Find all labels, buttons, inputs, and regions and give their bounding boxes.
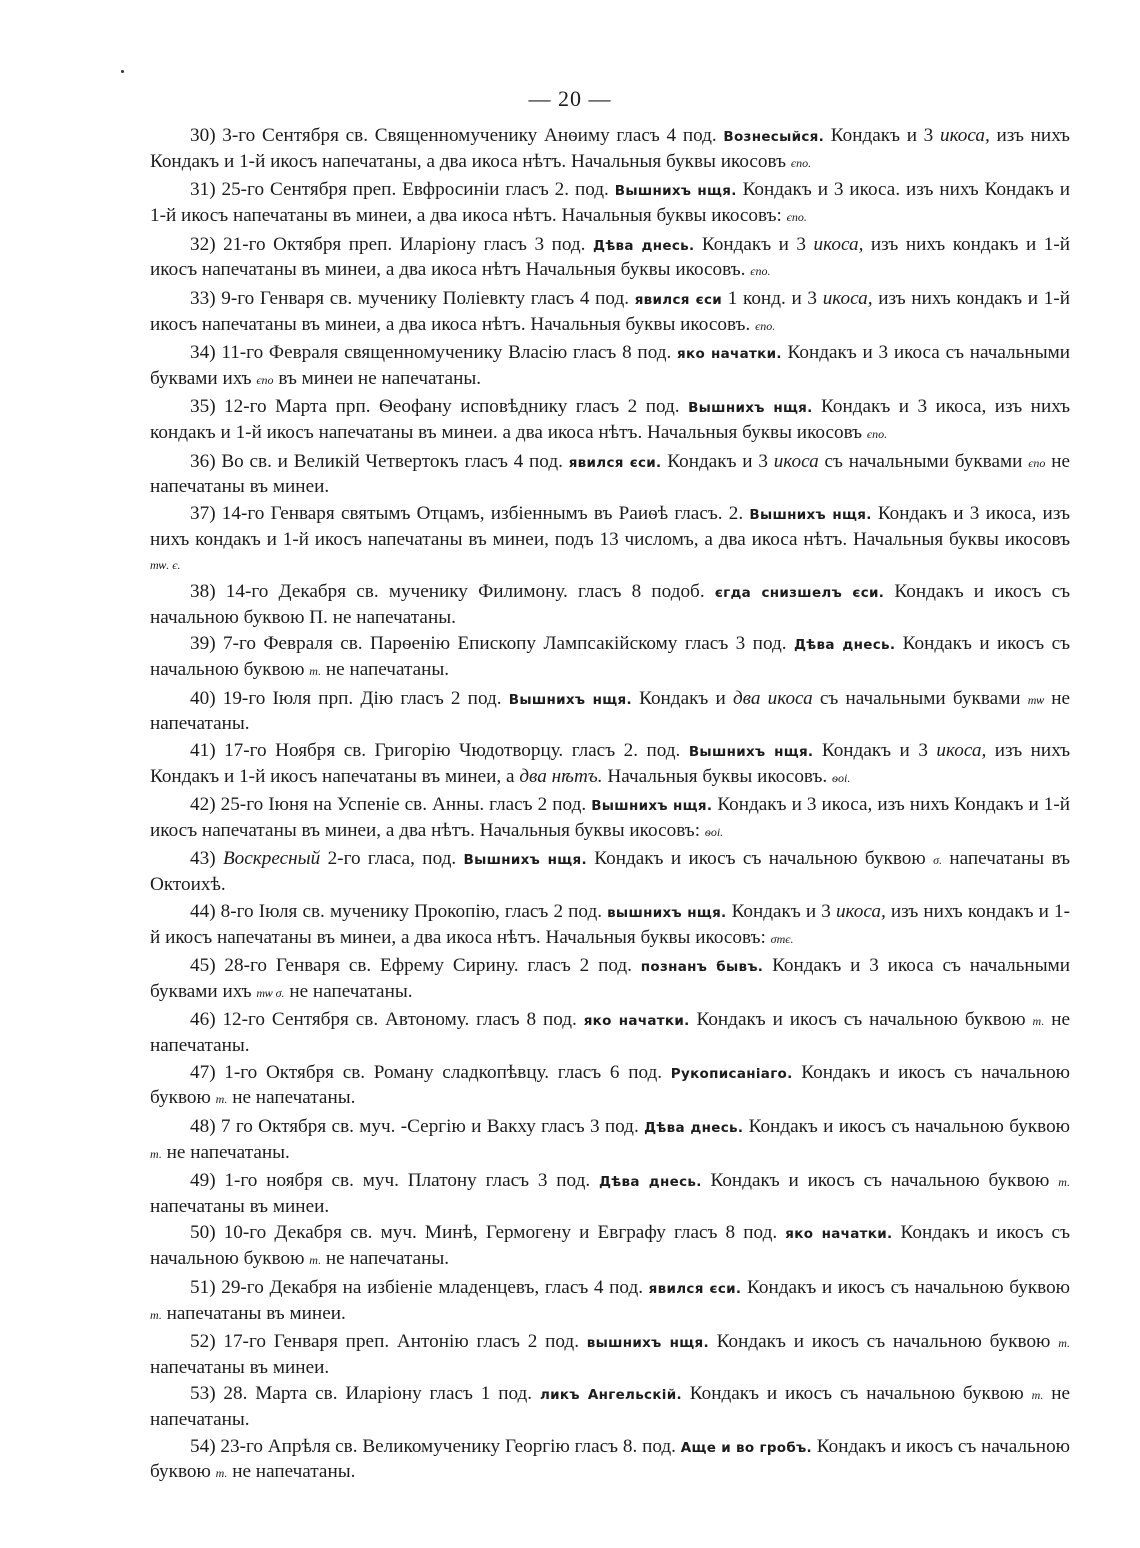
church-slavonic-incipit: вышнихъ нщя. <box>586 1334 709 1351</box>
entry-paragraph <box>150 395 1070 447</box>
entry-text: Кондакъ и икосъ съ начальною буквою <box>708 1330 1059 1352</box>
church-slavonic-incipit: Вышнихъ нщя. <box>749 506 872 523</box>
entry-text: 31) 25-го Сентября преп. Евфросиніи гласъ 2. под. <box>190 179 615 201</box>
entry-text: 37) 14-го Генваря святымъ Отцамъ, избіеннымъ въ Раиѳѣ гласъ. 2. <box>190 502 750 524</box>
entry-paragraph <box>150 580 1070 630</box>
entry-text: Кондакъ и 3 <box>694 233 814 255</box>
church-slavonic-incipit: Дѣва днесь. <box>644 1119 744 1136</box>
entry-text: 42) 25-го Іюня на Успеніе св. Анны. гласъ 2 под. <box>190 794 592 816</box>
entry-paragraph <box>150 847 1070 897</box>
entry-text: 32) 21-го Октября преп. Иларіону гласъ 3 под. <box>190 233 593 255</box>
italic-text: икоса, <box>835 900 886 922</box>
italic-text: два икоса <box>732 687 813 709</box>
entry-text: Кондакъ и икосъ съ начальною буквою <box>150 1222 1070 1270</box>
entry-text: Кондакъ и икосъ съ начальною буквою <box>150 1435 1070 1483</box>
initial-letters: єпо. <box>790 155 812 170</box>
entry-text: Кондакъ и 3 икоса, изъ нихъ кондакъ и 1-й икосъ напечатаны въ минеи, подъ 13 числомъ, а два икоса нѣтъ. Начальныя буквы икосовъ <box>150 502 1070 550</box>
entry-text: съ начальными буквами <box>812 687 1028 709</box>
entry-text: 30) 3-го Сентября св. Священномученику Анѳиму гласъ 4 под. <box>190 125 724 146</box>
entry-text: 38) 14-го Декабря св. мученику Филимону. гласъ 8 подоб. <box>190 581 715 603</box>
entry-text: 53) 28. Марта св. Иларіону гласъ 1 под. <box>190 1383 540 1405</box>
entry-text: 51) 29-го Декабря на избіеніе младенцевъ, гласъ 4 под. <box>190 1276 649 1298</box>
entry-text: 36) Во св. и Великій Четвертокъ гласъ 4 под. <box>190 450 569 472</box>
entry-text: не напечатаны. <box>227 1461 356 1483</box>
entry-text: 2-го гласа, под. <box>320 848 464 870</box>
entry-text: Кондакъ и 3 <box>661 450 774 472</box>
entry-paragraph <box>150 1382 1070 1432</box>
church-slavonic-incipit: явился єси. <box>648 1280 742 1297</box>
entry-text: изъ нихъ Кондакъ и 1-й икосъ напечатаны въ минеи, а <box>150 739 1070 787</box>
church-slavonic-incipit: познанъ бывъ. <box>640 959 764 976</box>
church-slavonic-incipit: Дѣва днесь. <box>593 237 695 254</box>
entry-text: 44) 8-го Іюля св. мученику Прокопію, гласъ 2 под. <box>190 900 608 922</box>
entry-text: 45) 28-го Генваря св. Ефрему Сирину. гласъ 2 под. <box>190 955 641 977</box>
initial-letters: єпо. <box>755 318 776 333</box>
initial-letters: єпо. <box>786 210 807 225</box>
church-slavonic-incipit: яко начатки. <box>677 346 782 363</box>
entry-text: не напечатаны. <box>321 1248 450 1270</box>
church-slavonic-incipit: Вознесыйся. <box>723 129 825 145</box>
entry-paragraph <box>150 1169 1070 1219</box>
church-slavonic-incipit: Дѣва днесь. <box>598 1174 702 1191</box>
initial-letters: єпо <box>256 372 274 387</box>
entry-text: Кондакъ и 3 икоса съ начальными буквами ихъ <box>150 955 1070 1002</box>
church-slavonic-incipit: вышнихъ нщя. <box>607 904 727 921</box>
entry-text: изъ нихъ кондакъ и 1-й икосъ напечатаны въ минеи, а два икоса нѣтъ. Начальныя буквы икосовъ. <box>150 287 1070 335</box>
initial-letters: σтє. <box>770 931 794 946</box>
entry-text: 35) 12-го Марта прп. Ѳеофану исповѣднику гласъ 2 под. <box>190 396 689 418</box>
entry-paragraph <box>150 900 1070 952</box>
entry-text: Кондакъ и 3 <box>824 125 940 146</box>
entry-text: Кондакъ и икосъ съ начальною буквою <box>741 1276 1070 1298</box>
entry-paragraph <box>150 1115 1070 1167</box>
church-slavonic-incipit: яко начатки. <box>583 1013 690 1030</box>
entry-paragraph <box>150 687 1070 737</box>
entry-paragraph <box>150 632 1070 684</box>
entry-text: 47) 1-го Октября св. Роману сладкопѣвцу. гласъ 6 под. <box>190 1061 671 1083</box>
initial-letters: ѳоі. <box>832 770 851 785</box>
entry-text: не напечатаны. <box>150 687 1071 735</box>
entry-text: Кондакъ и икосъ съ начальною буквою <box>689 1009 1033 1031</box>
entry-text: не напечатаны. <box>284 980 413 1002</box>
entry-text: не напечатаны. <box>161 1141 290 1163</box>
entry-text: 33) 9-го Генваря св. мученику Поліевкту гласъ 4 под. <box>190 287 635 309</box>
initial-letters: т. <box>1058 1175 1071 1190</box>
entry-text: Кондакъ и <box>631 687 733 709</box>
entry-text: 49) 1-го ноября св. муч. Платону гласъ 3 под. <box>190 1170 599 1192</box>
entry-text: изъ нихъ Кондакъ и 1-й икосъ напечатаны, а два икоса нѣтъ. Начальныя буквы икосовъ <box>150 125 1070 172</box>
entry-text: не напечатаны. <box>227 1087 356 1109</box>
entry-text: Кондакъ и 3 <box>813 739 937 761</box>
initial-letters: ѳоі. <box>704 824 724 839</box>
initial-letters: єпо. <box>866 427 888 442</box>
entry-text: Кондакъ и икосъ съ начальною буквою П. не напечатаны. <box>150 581 1071 628</box>
ink-speck <box>121 70 124 73</box>
initial-letters: т. <box>309 664 322 679</box>
entry-text: Кондакъ и икосъ съ начальною буквою <box>586 848 934 870</box>
italic-text: Воскресный <box>222 848 321 870</box>
entry-text: Кондакъ и икосъ съ начальною буквою <box>150 633 1071 681</box>
entry-paragraph <box>150 1330 1070 1380</box>
italic-text: два нѣтъ. <box>519 765 603 787</box>
church-slavonic-incipit: Вышнихъ нщя. <box>614 183 737 200</box>
entry-text: 52) 17-го Генваря преп. Антонію гласъ 2 под. <box>190 1330 587 1352</box>
entry-text: Кондакъ и икосъ съ начальною буквою <box>701 1170 1059 1192</box>
entry-text: Кондакъ и 3 <box>726 900 836 922</box>
church-slavonic-incipit: яко начатки. <box>785 1226 893 1243</box>
entry-paragraph <box>150 287 1070 339</box>
entry-text: напечатаны въ Октоихѣ. <box>150 848 1071 896</box>
entry-paragraph <box>150 739 1070 791</box>
initial-letters: т. <box>150 1146 162 1161</box>
entry-text: 1 конд. и 3 <box>722 287 823 309</box>
entry-text: 46) 12-го Сентября св. Автоному. гласъ 8 под. <box>190 1009 584 1031</box>
entry-text: 54) 23-го Апрѣля св. Великомученику Георгію гласъ 8. под. <box>190 1435 681 1457</box>
entry-text: Кондакъ и 3 икоса, изъ нихъ кондакъ и 1-й икосъ напечатаны въ минеи. а два икоса нѣтъ. Начальныя буквы икосовъ <box>150 396 1070 444</box>
initial-letters: тѡ. є. <box>150 557 181 572</box>
page-number: — 20 — <box>528 86 612 111</box>
entry-text: напечатаны въ минеи. <box>150 1195 330 1217</box>
church-slavonic-incipit: Вышнихъ нщя. <box>508 691 632 708</box>
entry-text: съ начальными буквами <box>818 450 1029 472</box>
entry-text: не напечатаны. <box>321 659 450 681</box>
church-slavonic-incipit: Вышнихъ нщя. <box>688 400 813 417</box>
entry-text: изъ нихъ кондакъ и 1-й икосъ напечатаны въ минеи, а два икоса нѣтъ. Начальныя буквы икосовъ: <box>150 900 1070 948</box>
entry-paragraph <box>150 233 1070 285</box>
entry-text: Кондакъ и икосъ съ начальною буквою <box>681 1383 1032 1405</box>
church-slavonic-incipit: явился єси <box>634 291 723 308</box>
entry-text: Кондакъ и икосъ съ начальною буквою <box>743 1115 1071 1137</box>
entry-text: напечатаны въ минеи. <box>150 1356 330 1378</box>
initial-letters: σ. <box>933 853 943 868</box>
entry-list <box>150 124 1070 1489</box>
entry-text: не напечатаны. <box>150 1383 1071 1431</box>
initial-letters: т. <box>1031 1388 1044 1403</box>
italic-text: икоса <box>773 450 819 472</box>
entry-paragraph <box>150 124 1070 176</box>
entry-text: 39) 7-го Февраля св. Парѳенію Епископу Лампсакійскому гласъ 3 под. <box>190 633 794 655</box>
church-slavonic-incipit: Рукописанiаго. <box>670 1065 793 1082</box>
entry-text: 50) 10-го Декабря св. муч. Минѣ, Гермогену и Евграфу гласъ 8 под. <box>190 1222 786 1244</box>
entry-text: не напечатаны. <box>150 1009 1070 1057</box>
entry-text: 48) 7 го Октября св. муч. -Сергію и Вакху гласъ 3 под. <box>190 1115 645 1137</box>
entry-paragraph <box>150 1061 1070 1113</box>
entry-text: изъ нихъ кондакъ и 1-й икосъ напечатаны въ минеи, а два икоса нѣтъ Начальныя буквы икосовъ. <box>150 233 1070 281</box>
initial-letters: тѡ σ. <box>256 985 285 1000</box>
initial-letters: єпо. <box>750 264 771 279</box>
church-slavonic-incipit: Вышнихъ нщя. <box>463 852 587 869</box>
entry-text: не напечатаны въ минеи. <box>150 450 1070 498</box>
initial-letters: т. <box>1032 1014 1045 1029</box>
entry-paragraph <box>150 502 1070 577</box>
entry-text: 41) 17-го Ноября св. Григорію Чюдотворцу. гласъ 2. под. <box>190 739 689 761</box>
initial-letters: т. <box>150 1307 162 1322</box>
initial-letters: т. <box>1058 1335 1070 1350</box>
entry-paragraph <box>150 1276 1070 1328</box>
church-slavonic-incipit: явился єси. <box>568 454 662 471</box>
church-slavonic-incipit: єгда снизшелъ єси. <box>714 585 885 602</box>
entry-paragraph <box>150 1008 1070 1058</box>
entry-text: Начальныя буквы икосовъ. <box>602 765 833 787</box>
entry-text: напечатаны въ минеи. <box>161 1302 346 1324</box>
entry-text: Кондакъ и 3 икоса съ начальными буквами ихъ <box>150 342 1070 389</box>
entry-text: 43) <box>190 848 223 870</box>
entry-text: 34) 11-го Февраля священномученику Власію гласъ 8 под. <box>190 342 678 364</box>
entry-paragraph <box>150 450 1070 500</box>
entry-paragraph <box>150 178 1070 230</box>
entry-text: въ минеи не напечатаны. <box>273 367 482 389</box>
italic-text: икоса, <box>939 125 990 146</box>
italic-text: икоса, <box>936 739 987 761</box>
initial-letters: тѡ <box>1027 692 1045 707</box>
church-slavonic-incipit: Аще и во гробъ. <box>680 1439 812 1456</box>
entry-paragraph <box>150 1221 1070 1273</box>
entry-paragraph <box>150 954 1070 1006</box>
entry-text: Кондакъ и 3 икоса, изъ нихъ Кондакъ и 1-й икосъ напечатаны въ минеи, а два нѣтъ. Начальныя буквы икосовъ: <box>150 794 1071 841</box>
italic-text: икоса, <box>822 287 873 309</box>
entry-paragraph <box>150 341 1070 393</box>
church-slavonic-incipit: ликъ Ангельскій. <box>539 1387 682 1404</box>
church-slavonic-incipit: Вышнихъ нщя. <box>591 798 713 815</box>
church-slavonic-incipit: Вышнихъ нщя. <box>688 743 814 760</box>
church-slavonic-incipit: Дѣва днесь. <box>793 637 896 654</box>
entry-text: Кондакъ и 3 икоса. изъ нихъ Кондакъ и 1-й икосъ напечатаны въ минеи, а два икоса нѣтъ. Начальныя буквы икосовъ: <box>150 179 1070 227</box>
initial-letters: єпо <box>1028 455 1046 470</box>
initial-letters: т. <box>215 1092 228 1107</box>
initial-letters: т. <box>309 1253 322 1268</box>
entry-text: 40) 19-го Іюля прп. Дію гласъ 2 под. <box>190 687 509 709</box>
entry-paragraph <box>150 793 1070 845</box>
entry-paragraph <box>150 1435 1070 1487</box>
initial-letters: т. <box>215 1466 228 1481</box>
italic-text: икоса, <box>813 233 864 255</box>
entry-text: Кондакъ и икосъ съ начальною буквою <box>150 1061 1070 1109</box>
